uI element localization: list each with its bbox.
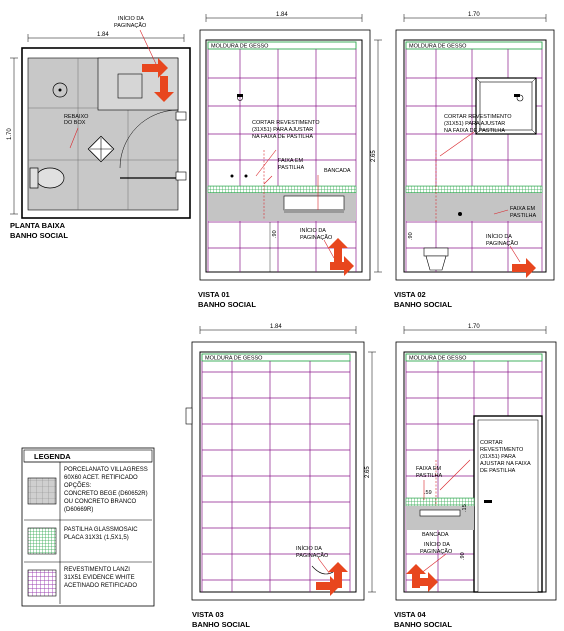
view-02-cortar-note: CORTAR REVESTIMENTO (31X51) PARA AJUSTAR NA FAIXA DE PASTILHA [444,114,512,134]
view-02-faixa-note: FAIXA EM PASTILHA [510,206,537,219]
legend-item-porcelanato: PORCELANATO VILLAGRESS 60X60 ACET. RETIFICADO OPÇÕES: CONCRETO BEGE (D60652R) OU CONCRETO BRANCO (D60669R) [64,467,148,513]
view-02-width-dimension [404,12,546,22]
view-03-width-dimension [200,324,356,334]
view-02-inicio-note: INÍCIO DA PAGINAÇÃO [486,234,519,247]
view-02-width-label: 1.70 [468,12,480,18]
view-01-height-label: 2.65 [371,150,377,162]
view-02-dim-small: .90 [408,232,414,240]
legend-item-pastilha: PASTILHA GLASSMOSAIC PLACA 31X31 (1,5X1,5) [64,527,138,541]
view-01-bancada-label: BANCADA [324,168,351,174]
view-03-subtitle: BANHO SOCIAL [192,620,250,629]
view-04-width-label: 1.70 [468,324,480,330]
view-03-inicio-note: INÍCIO DA PAGINAÇÃO [296,546,329,559]
view-01 [198,12,382,309]
legend-swatch-porcelanato [28,478,56,504]
view-01-pastilha-band [208,186,356,193]
view-04-dim-15: .15 [462,504,468,512]
legend-title: LEGENDA [34,452,71,461]
view-02-pastilha-band [406,186,542,193]
plan-height-label: 1.70 [7,128,13,140]
view-04-dim-small: .90 [460,552,466,560]
view-04-inicio-note: INÍCIO DA PAGINAÇÃO [420,542,453,555]
legend-swatch-revestimento [28,570,56,596]
plan-width-label: 1.84 [97,32,109,38]
view-01-faixa-note: FAIXA EM PASTILHA [278,158,305,171]
view-02-title: VISTA 02 [394,290,426,299]
view-03-height-dimension [365,352,376,592]
floor-plan [7,15,190,240]
view-03-moldura: MOLDURA DE GESSO [205,355,263,362]
view-03 [186,324,376,629]
view-04-dim-59: .59 [424,490,432,496]
plan-subtitle: BANHO SOCIAL [10,231,68,240]
view-01-title: VISTA 01 [198,290,230,299]
view-04-title: VISTA 04 [394,610,426,619]
view-04-bancada-label: BANCADA [422,532,449,538]
view-01-subtitle: BANHO SOCIAL [198,300,256,309]
view-01-dim-small: .90 [272,230,278,238]
view-04-width-dimension [404,324,546,334]
box-note: REBAIXO DO BOX [64,114,89,126]
view-01-inicio-note: INÍCIO DA PAGINAÇÃO [300,228,333,241]
view-03-width-label: 1.84 [270,324,282,330]
view-01-cortar-note: CORTAR REVESTIMENTO (31X51) PARA AJUSTAR NA FAIXA DE PASTILHA [252,120,320,140]
view-02-moldura: MOLDURA DE GESSO [409,43,467,50]
view-01-width-label: 1.84 [276,12,288,18]
plan-width-dimension [28,32,184,42]
plan-title: PLANTA BAIXA [10,221,65,230]
view-03-title: VISTA 03 [192,610,224,619]
view-04 [394,324,556,629]
view-03-height-label: 2.65 [365,466,371,478]
view-02 [394,12,554,309]
view-01-height-dimension [371,40,382,272]
legend-item-revestimento: REVESTIMENTO LANZI 31X51 EVIDENCE WHITE ACETINADO RETIFICADO [64,567,138,589]
view-01-width-dimension [206,12,362,22]
plan-height-dimension [7,58,18,214]
view-02-subtitle: BANHO SOCIAL [394,300,452,309]
view-04-subtitle: BANHO SOCIAL [394,620,452,629]
legend-swatch-pastilha [28,528,56,554]
plan-pagination-note: INÍCIO DA PAGINAÇÃO [114,16,147,29]
view-01-moldura: MOLDURA DE GESSO [211,43,269,50]
legend [22,448,154,606]
view-04-faixa-note: FAIXA EM PASTILHA [416,466,443,479]
view-04-cortar-note: CORTAR REVESTIMENTO (31X51) PARA AJUSTAR NA FAIXA DE PASTILHA [480,440,531,474]
view-04-moldura: MOLDURA DE GESSO [409,355,467,362]
